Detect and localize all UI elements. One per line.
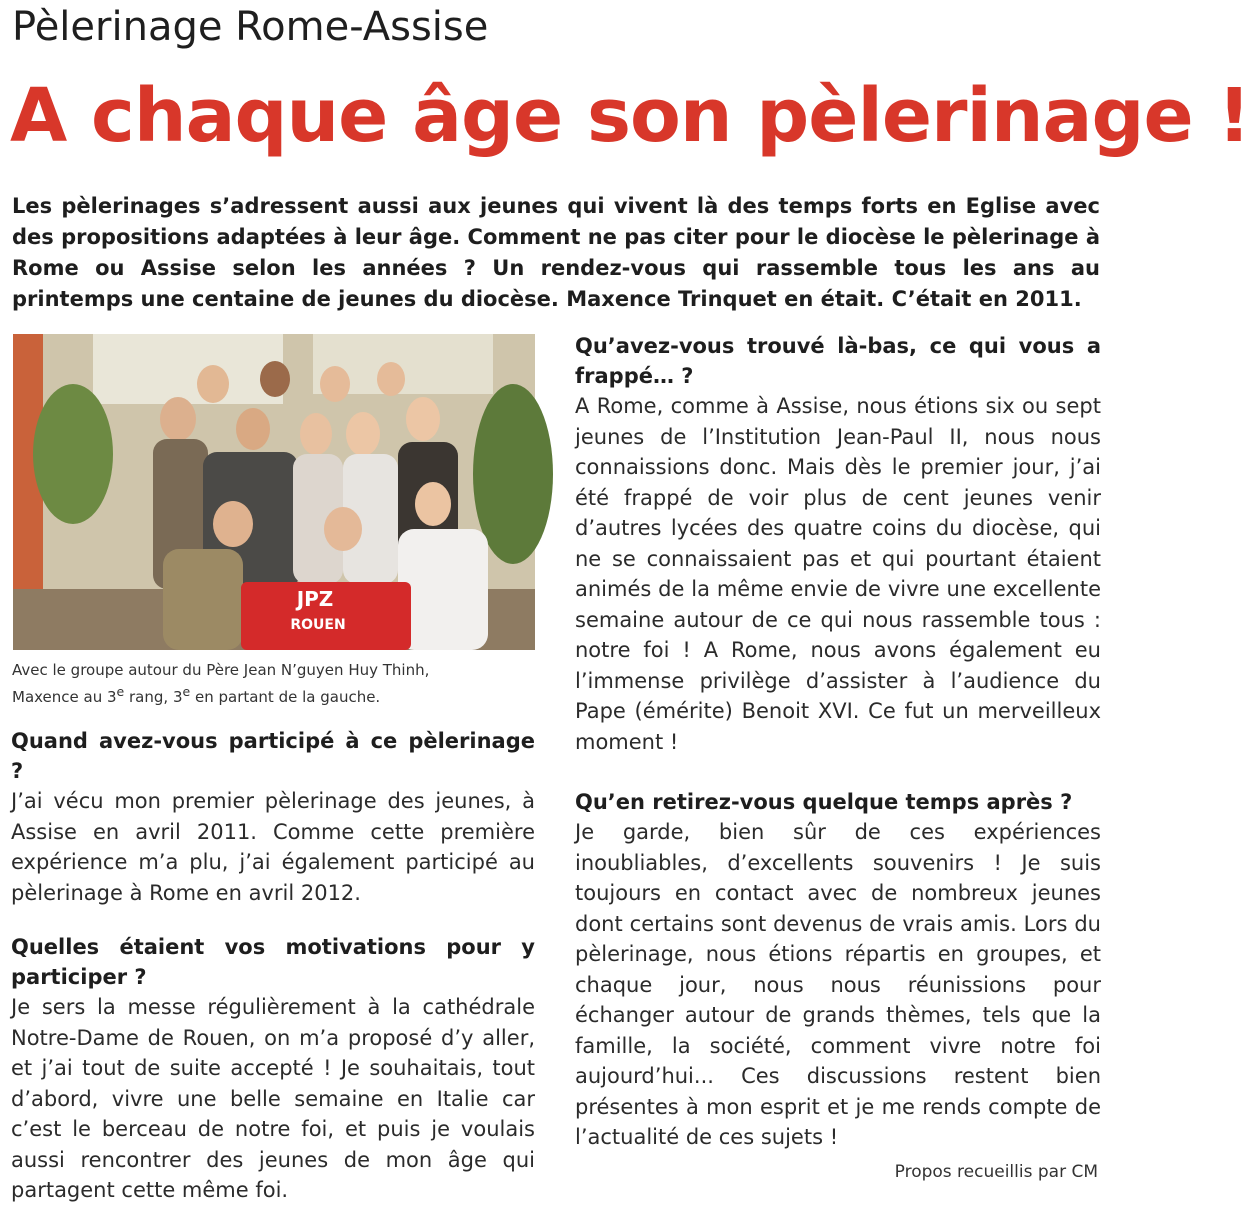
group-photo-illustration [13,334,535,650]
photo-window [93,334,283,404]
caption-line-1: Avec le groupe autour du Père Jean N’guyen Huy Thinh, [12,661,430,679]
answer-3: A Rome, comme à Assise, nous étions six ou sept jeunes de l’Institution Jean-Paul II, nous nous connaissions donc. Mais dès le premier jour, j’ai été frappé de voir plus de cent jeunes venir d’autres lycées des quatre coins du diocèse, qui ne se connaissaient pas et qui pourtant étaient animés de la même envie de vivre une excellente semaine autour de ce qui nous rassemble tous : notre foi ! A Rome, nous avons également eu l’immense privilège d’assister à l’audience du Pape (émérite) Benoit XVI. Ce fut un merveilleux moment ! [575,394,1101,754]
caption-sup-1: e [116,684,125,699]
signature: Propos recueillis par CM [894,1162,1098,1182]
answer-2: Je sers la messe régulièrement à la cathédrale Notre-Dame de Rouen, on m’a proposé d’y aller, et j’ai tout de suite accepté ! Je souhaitais, tout d’abord, vivre une belle semaine en Italie car c’est le berceau de notre foi, et puis je voulais aussi rencontrer des jeunes de mon âge qui partagent cette même foi. [11,995,535,1202]
question-1: Quand avez-vous participé à ce pèlerinage ? [11,729,535,783]
caption-line-2-post: en partant de la gauche. [190,688,381,706]
photo-caption [12,660,542,708]
right-column [575,331,1101,1153]
shirt-text-rouen: ROUEN [290,617,346,633]
caption-line-2-pre: Maxence au 3 [12,688,117,706]
question-2: Quelles étaient vos motivations pour y participer ? [11,935,535,989]
left-column [11,726,535,1206]
shirt-text-jpz: JPZ [296,587,334,611]
kicker: Pèlerinage Rome-Assise [12,4,489,50]
photo-plant [33,384,113,524]
caption-line-2-mid: rang, 3 [124,688,183,706]
answer-4: Je garde, bien sûr de ces expériences inoubliables, d’excellents souvenirs ! Je suis toujours en contact avec de nombreux jeunes dont certains sont devenus de vrais amis. Lors du pèlerinage, nous étions répartis en groupes, et chaque jour, nous nous réunissions pour échanger autour de grands thèmes, tels que la famille, la société, comment vivre notre foi aujourd’hui... Ces discussions restent bien présentes à mon esprit et je me rends compte de l’actualité de ces sujets ! [575,820,1101,1149]
headline: A chaque âge son pèlerinage ! [10,73,1250,159]
group-photo [13,334,535,650]
question-3: Qu’avez-vous trouvé là-bas, ce qui vous a frappé… ? [575,334,1101,388]
question-4: Qu’en retirez-vous quelque temps après ? [575,790,1073,814]
answer-1: J’ai vécu mon premier pèlerinage des jeunes, à Assise en avril 2011. Comme cette première expérience m’a plu, j’ai également participé au pèlerinage à Rome en avril 2012. [11,789,535,905]
intro-paragraph: Les pèlerinages s’adressent aussi aux jeunes qui vivent là des temps forts en Eglise avec des propositions adaptées à leur âge. Comment ne pas citer pour le diocèse le pèlerinage à Rome ou Assise selon les années ? Un rendez-vous qui rassemble tous les ans au printemps une centaine de jeunes du diocèse. Maxence Trinquet en était. C’était en 2011. [12,194,1100,311]
caption-sup-2: e [182,684,191,699]
